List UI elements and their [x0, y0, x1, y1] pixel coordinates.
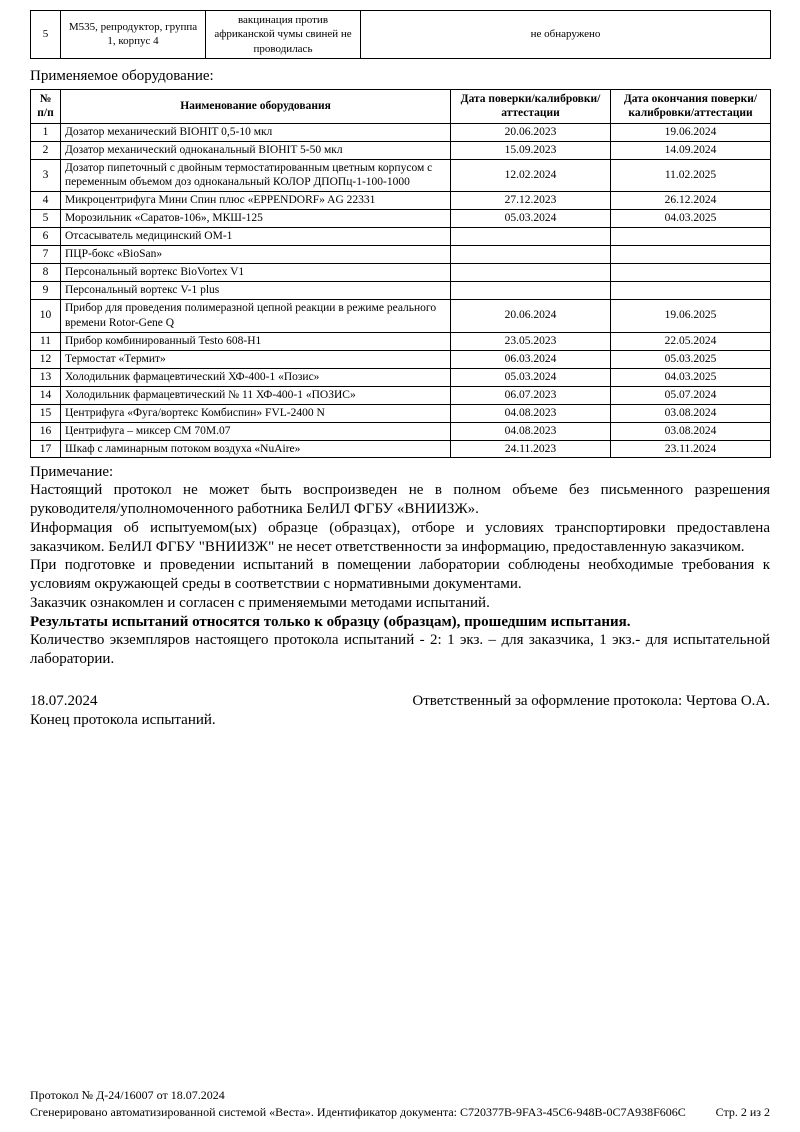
equipment-row	[31, 404, 771, 422]
equipment-cell-d2: 04.03.2025	[611, 210, 771, 228]
equipment-row	[31, 282, 771, 300]
equipment-table	[30, 89, 771, 459]
equipment-cell-d2: 19.06.2025	[611, 300, 771, 333]
note-paragraph: Количество экземпляров настоящего протокола испытаний - 2: 1 экз. – для заказчика, 1 экз.- для испытательной лаборатории.	[30, 632, 770, 668]
equipment-cell-d2: 05.07.2024	[611, 386, 771, 404]
equipment-cell-d1: 06.03.2024	[451, 350, 611, 368]
equipment-cell-d1: 04.08.2023	[451, 422, 611, 440]
equipment-cell-num: 3	[31, 159, 61, 192]
equipment-row	[31, 300, 771, 333]
equipment-cell-name: Холодильник фармацевтический № 11 ХФ-400-1 «ПОЗИС»	[61, 386, 451, 404]
equipment-cell-num: 1	[31, 123, 61, 141]
note-paragraph: Настоящий протокол не может быть воспроизведен не в полном объеме без письменного разрешения руководителя/уполномоченного работника БелИЛ ФГБУ «ВНИИЗЖ».	[30, 482, 770, 518]
footer-page-number: Стр. 2 из 2	[715, 1105, 770, 1119]
equipment-cell-d1: 20.06.2024	[451, 300, 611, 333]
equipment-cell-name: Дозатор пипеточный с двойным термостатированным цветным корпусом с переменным объемом доз одноканальный КОЛОР ДПОПц-1-100-1000	[61, 159, 451, 192]
header-date-end: Дата окончания поверки/калибровки/аттестации	[611, 89, 771, 123]
responsible-person: Ответственный за оформление протокола: Чертова О.А.	[412, 692, 770, 709]
equipment-cell-d2: 04.03.2025	[611, 368, 771, 386]
equipment-cell-d1: 15.09.2023	[451, 141, 611, 159]
equipment-cell-d2	[611, 282, 771, 300]
sample-origin-cell: М535, репродуктор, группа 1, корпус 4	[61, 11, 206, 59]
equipment-cell-d2: 26.12.2024	[611, 192, 771, 210]
equipment-row	[31, 159, 771, 192]
equipment-row	[31, 192, 771, 210]
equipment-cell-d2: 11.02.2025	[611, 159, 771, 192]
equipment-cell-d1: 27.12.2023	[451, 192, 611, 210]
equipment-cell-num: 17	[31, 440, 61, 458]
equipment-cell-name: Прибор комбинированный Testo 608-H1	[61, 332, 451, 350]
sample-vaccination-cell: вакцинация против африканской чумы свиней не проводилась	[206, 11, 361, 59]
equipment-cell-d1: 05.03.2024	[451, 368, 611, 386]
header-name: Наименование оборудования	[61, 89, 451, 123]
equipment-cell-num: 7	[31, 246, 61, 264]
equipment-cell-name: Дозатор механический BIOHIT 0,5-10 мкл	[61, 123, 451, 141]
equipment-cell-name: Центрифуга – миксер СМ 70М.07	[61, 422, 451, 440]
equipment-cell-num: 8	[31, 264, 61, 282]
equipment-cell-name: Термостат «Термит»	[61, 350, 451, 368]
sample-row	[31, 11, 771, 59]
equipment-row	[31, 440, 771, 458]
equipment-cell-num: 6	[31, 228, 61, 246]
equipment-cell-num: 12	[31, 350, 61, 368]
equipment-cell-num: 11	[31, 332, 61, 350]
equipment-cell-d1: 24.11.2023	[451, 440, 611, 458]
equipment-cell-name: Отсасыватель медицинский ОМ-1	[61, 228, 451, 246]
equipment-cell-name: Персональный вортекс V-1 plus	[61, 282, 451, 300]
equipment-cell-d2: 05.03.2025	[611, 350, 771, 368]
equipment-cell-name: Персональный вортекс BioVortex V1	[61, 264, 451, 282]
equipment-cell-d1	[451, 282, 611, 300]
equipment-cell-num: 15	[31, 404, 61, 422]
equipment-cell-num: 13	[31, 368, 61, 386]
equipment-cell-d2	[611, 228, 771, 246]
note-paragraph: Информация об испытуемом(ых) образце (образцах), отборе и условиях транспортировки предоставлена заказчиком. БелИЛ ФГБУ "ВНИИЗЖ" не несет ответственности за информацию, предоставленную заказчиком.	[30, 519, 770, 555]
equipment-cell-name: Морозильник «Саратов-106», МКШ-125	[61, 210, 451, 228]
equipment-row	[31, 141, 771, 159]
equipment-row	[31, 264, 771, 282]
samples-table-continuation	[30, 10, 771, 59]
footer-generated-info: Сгенерировано автоматизированной системой «Веста». Идентификатор документа: C720377B-9FA3-45C6-948B-0C7A938F606C	[30, 1105, 686, 1119]
equipment-cell-d2	[611, 264, 771, 282]
equipment-cell-name: Холодильник фармацевтический ХФ-400-1 «Позис»	[61, 368, 451, 386]
page-footer	[30, 1088, 770, 1120]
equipment-cell-num: 5	[31, 210, 61, 228]
equipment-section-title: Применяемое оборудование:	[30, 67, 214, 84]
equipment-cell-d1: 05.03.2024	[451, 210, 611, 228]
note-paragraph: При подготовке и проведении испытаний в помещении лаборатории соблюдены необходимые требования к условиям окружающей среды в соответствии с нормативными документами.	[30, 557, 770, 593]
signature-row	[30, 693, 770, 710]
equipment-cell-name: Дозатор механический одноканальный BIOHIT 5-50 мкл	[61, 141, 451, 159]
equipment-cell-d1: 04.08.2023	[451, 404, 611, 422]
footer-protocol-number: Протокол № Д-24/16007 от 18.07.2024	[30, 1088, 225, 1102]
equipment-row	[31, 386, 771, 404]
equipment-row	[31, 210, 771, 228]
end-of-protocol: Конец протокола испытаний.	[30, 711, 216, 728]
equipment-cell-d2: 03.08.2024	[611, 422, 771, 440]
equipment-cell-d2: 19.06.2024	[611, 123, 771, 141]
equipment-row	[31, 123, 771, 141]
equipment-cell-d1: 12.02.2024	[451, 159, 611, 192]
equipment-cell-d1: 23.05.2023	[451, 332, 611, 350]
equipment-cell-d2: 22.05.2024	[611, 332, 771, 350]
equipment-cell-d1	[451, 228, 611, 246]
header-number: № п/п	[31, 89, 61, 123]
equipment-cell-d1: 06.07.2023	[451, 386, 611, 404]
sample-number-cell: 5	[31, 11, 61, 59]
equipment-cell-name: Центрифуга «Фуга/вортекс Комбиспин» FVL-2400 N	[61, 404, 451, 422]
note-paragraph: Заказчик ознакомлен и согласен с применяемыми методами испытаний.	[30, 594, 490, 611]
equipment-row	[31, 332, 771, 350]
equipment-cell-num: 14	[31, 386, 61, 404]
protocol-date: 18.07.2024	[30, 692, 98, 709]
notes-section	[30, 481, 770, 669]
equipment-cell-name: Шкаф с ламинарным потоком воздуха «NuAire»	[61, 440, 451, 458]
note-paragraph: Результаты испытаний относятся только к образцу (образцам), прошедшим испытания.	[30, 613, 631, 630]
equipment-cell-name: Прибор для проведения полимеразной цепной реакции в режиме реального времени Rotor-Gene Q	[61, 300, 451, 333]
equipment-row	[31, 246, 771, 264]
equipment-row	[31, 368, 771, 386]
equipment-cell-d2: 14.09.2024	[611, 141, 771, 159]
equipment-cell-d2: 23.11.2024	[611, 440, 771, 458]
equipment-row	[31, 422, 771, 440]
equipment-cell-num: 2	[31, 141, 61, 159]
equipment-row	[31, 228, 771, 246]
equipment-cell-d2: 03.08.2024	[611, 404, 771, 422]
equipment-row	[31, 350, 771, 368]
equipment-cell-d1	[451, 264, 611, 282]
sample-result-cell: не обнаружено	[361, 11, 771, 59]
equipment-header-row	[31, 89, 771, 123]
equipment-cell-d2	[611, 246, 771, 264]
notes-title: Примечание:	[30, 464, 114, 481]
equipment-cell-name: Микроцентрифуга Мини Спин плюс «EPPENDORF» AG 22331	[61, 192, 451, 210]
equipment-cell-num: 9	[31, 282, 61, 300]
equipment-cell-num: 16	[31, 422, 61, 440]
equipment-cell-d1	[451, 246, 611, 264]
equipment-cell-num: 10	[31, 300, 61, 333]
equipment-cell-num: 4	[31, 192, 61, 210]
equipment-cell-name: ПЦР-бокс «BioSan»	[61, 246, 451, 264]
equipment-cell-d1: 20.06.2023	[451, 123, 611, 141]
header-date-start: Дата поверки/калибровки/аттестации	[451, 89, 611, 123]
